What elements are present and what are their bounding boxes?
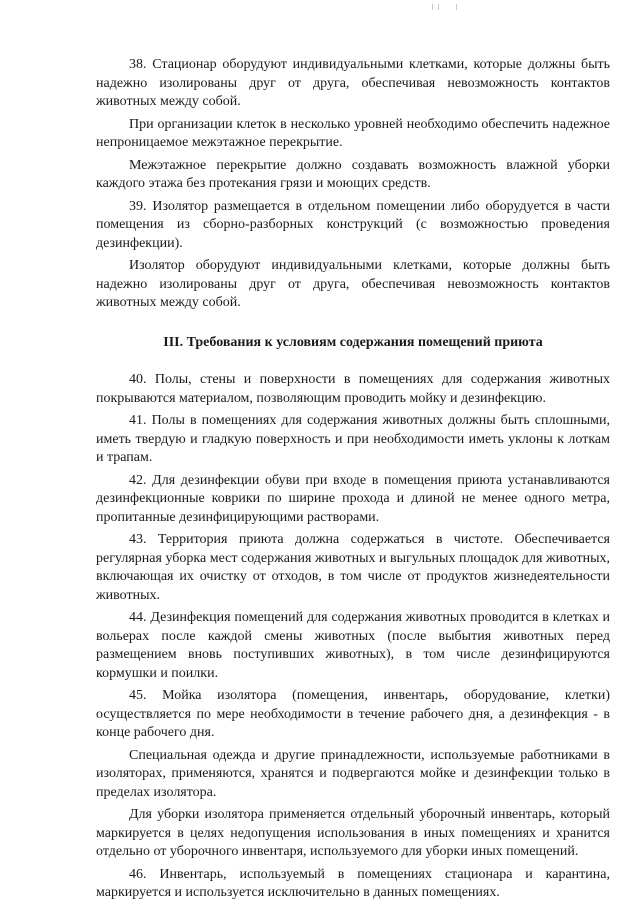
paragraph-cage-levels: При организации клеток в несколько уровней необходимо обеспечить надежное непроницаемое межэтажное перекрытие. — [96, 116, 610, 150]
paragraph-40: 40. Полы, стены и поверхности в помещениях для содержания животных покрываются материалом, позволяющим проводить мойку и дезинфекцию. — [96, 372, 610, 406]
paragraph-44: 44. Дезинфекция помещений для содержания животных проводится в клетках и вольерах после каждой смены животных (после выбытия животных перед размещением вновь поступивших животных), в том числе дезинфицируются кормушки и поилки. — [96, 610, 610, 681]
paragraph-floor-overlap: Межэтажное перекрытие должно создавать возможность влажной уборки каждого этажа без протекания грязи и моющих средств. — [96, 157, 610, 191]
paragraph-isolator-cages: Изолятор оборудуют индивидуальными клетками, которые должны быть надежно изолированы друг от друга, обеспечивая невозможность контактов животных между собой. — [96, 258, 610, 310]
paragraph-cleaning-inventory: Для уборки изолятора применяется отдельный уборочный инвентарь, который маркируется в целях недопущения использования в иных помещениях и хранится отдельно от уборочного инвентаря, используемого для уборки иных помещений. — [96, 807, 610, 859]
paragraph-46: 46. Инвентарь, используемый в помещениях стационара и карантина, маркируется и используется исключительно в данных помещениях. — [96, 866, 610, 900]
scan-mark — [438, 4, 439, 10]
scan-mark — [432, 4, 433, 10]
document-page — [96, 56, 610, 903]
paragraph-41: 41. Полы в помещениях для содержания животных должны быть сплошными, иметь твердую и гладкую поверхность и при необходимости иметь уклоны к лоткам и трапам. — [96, 413, 610, 465]
paragraph-42: 42. Для дезинфекции обуви при входе в помещения приюта устанавливаются дезинфекционные коврики по ширине прохода и длиной не менее одного метра, пропитанные дезинфицирующими растворами. — [96, 472, 610, 525]
paragraph-43: 43. Территория приюта должна содержаться в чистоте. Обеспечивается регулярная уборка мест содержания животных и выгульных площадок для животных, включающая их очистку от отходов, в том числе от продуктов жизнедеятельности животных. — [96, 532, 610, 603]
paragraph-39: 39. Изолятор размещается в отдельном помещении либо оборудуется в части помещения из сборно-разборных конструкций (с возможностью проведения дезинфекции). — [96, 198, 610, 251]
scan-mark — [456, 4, 457, 10]
section-heading: III. Требования к условиям содержания помещений приюта — [163, 334, 543, 350]
paragraph-38: 38. Стационар оборудуют индивидуальными клетками, которые должны быть надежно изолированы друг от друга, обеспечивая невозможность контактов животных между собой. — [96, 57, 610, 109]
paragraph-special-clothing: Специальная одежда и другие принадлежности, используемые работниками в изоляторах, применяются, хранятся и подвергаются мойке и дезинфекции только в пределах изолятора. — [96, 747, 610, 800]
paragraph-45: 45. Мойка изолятора (помещения, инвентарь, оборудование, клетки) осуществляется по мере необходимости в течение рабочего дня, а дезинфекция - в конце рабочего дня. — [96, 688, 610, 740]
